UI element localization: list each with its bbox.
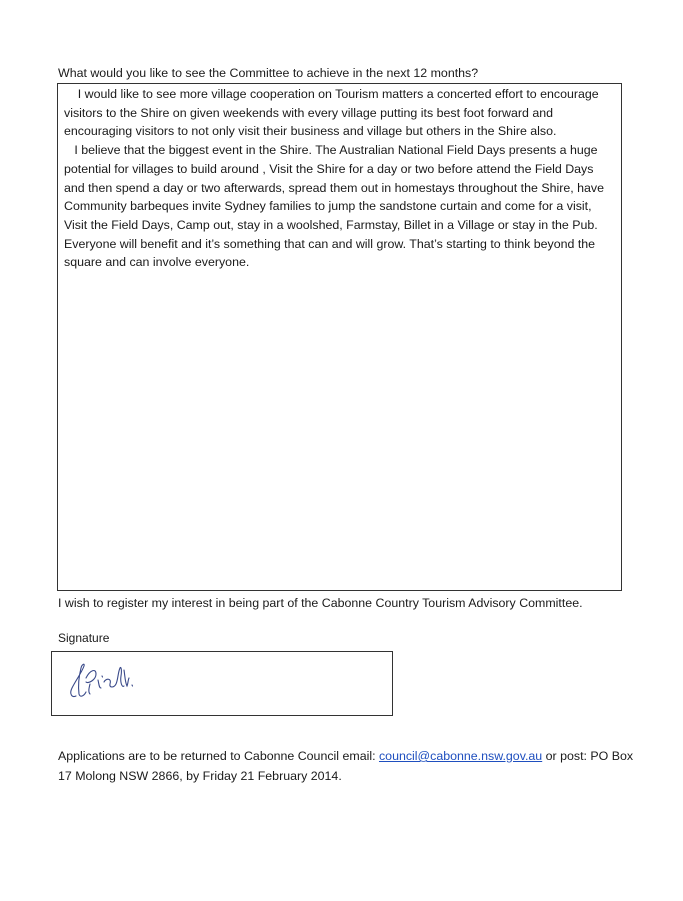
signature-box bbox=[51, 651, 393, 716]
instructions-text-end: or post: PO Box 17 Molong NSW 2866, by Friday 21 February 2014. bbox=[58, 749, 634, 783]
paragraph-indent bbox=[64, 87, 78, 101]
answer-box bbox=[57, 83, 622, 591]
interest-statement: I wish to register my interest in being part of the Cabonne Country Tourism Advisory Committee. bbox=[58, 596, 583, 610]
question-label: What would you like to see the Committee to achieve in the next 12 months? bbox=[58, 66, 479, 80]
answer-paragraph-1-text: I would like to see more village cooperation on Tourism matters a concerted effort to encourage visitors to the Shire on given weekends with every village putting its best foot forward and encouraging visitors to not only visit their business and village but others in the Shire also. bbox=[64, 87, 599, 139]
handwritten-signature bbox=[66, 658, 146, 702]
answer-paragraph-2-text: I believe that the biggest event in the Shire. The Australian National Field Days presents a huge potential for villages to build around , Visit the Shire for a day or two before attend the Field Days and then spend a day or two afterwards, spread them out in homestays throughout the Shire, have Community barbeques invite Sydney families to jump the sandstone curtain and come for a visit, Visit the Field Days, Camp out, stay in a woolshed, Farmstay, Billet in a Village or stay in the Pub. Everyone will benefit and it’s something that can and will grow. That’s starting to think beyond the square and can involve everyone. bbox=[64, 143, 605, 270]
signature-label: Signature bbox=[58, 631, 110, 645]
return-instructions bbox=[58, 746, 638, 786]
instructions-text-start: Applications are to be returned to Cabonne Council email: bbox=[58, 749, 379, 763]
council-email-link[interactable]: council@cabonne.nsw.gov.au bbox=[378, 749, 543, 763]
answer-paragraph-2 bbox=[64, 141, 615, 272]
paragraph-indent bbox=[64, 143, 74, 157]
answer-paragraph-1 bbox=[64, 85, 615, 141]
